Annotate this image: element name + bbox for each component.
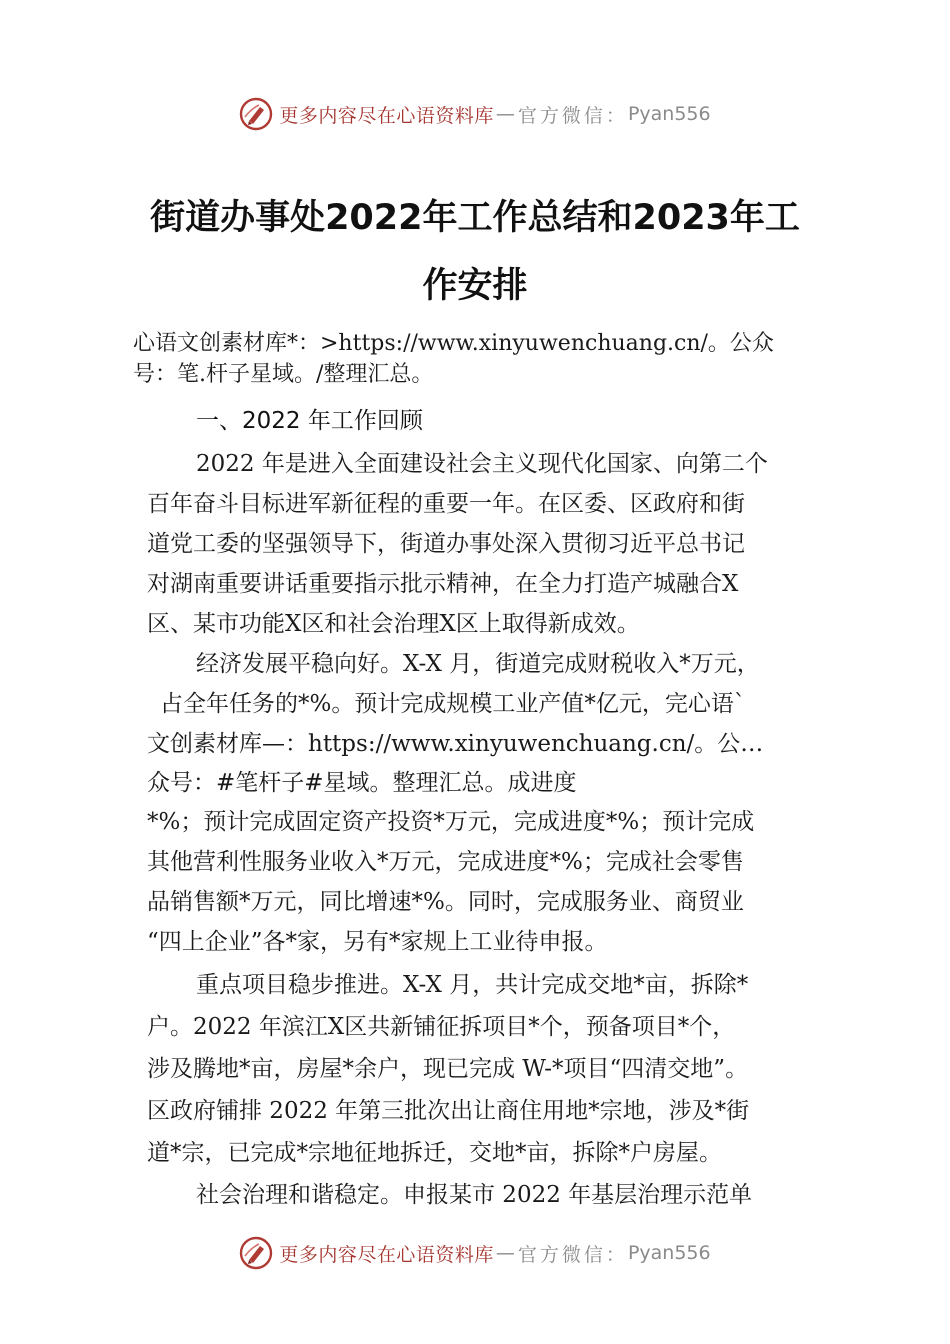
footer-banner [0,1231,950,1275]
paragraph-3-line: 重点项目稳步推进。X-X 月，共计完成交地*亩，拆除* [196,972,749,998]
banner-wechat-id: Pyan556 [627,1242,711,1264]
paragraph-3-line: 道*宗，已完成*宗地征地拆迁，交地*亩，拆除*户房屋。 [147,1140,722,1166]
banner-wechat-label: 官方微信： [517,104,628,127]
document-title-line-2: 作安排 [422,266,528,306]
paragraph-2-line: 占全年任务的*%。预计完成规模工业产值*亿元，完心语` [160,691,746,717]
paragraph-2-line: “四上企业”各*家，另有*家规上工业待申报。 [147,929,608,955]
banner-wechat-label: 官方微信： [517,1243,628,1266]
paragraph-1-line: 百年奋斗目标进军新征程的重要一年。在区委、区政府和街 [147,491,745,517]
paragraph-2-line: 经济发展平稳向好。X-X 月，街道完成财税收入*万元， [196,651,760,677]
banner-separator: — [495,103,516,125]
paragraph-4-line: 社会治理和谐稳定。申报某市 2022 年基层治理示范单 [196,1182,753,1208]
banner-main-text: 更多内容尽在心语资料库 [279,1243,494,1266]
banner-separator: — [495,1242,516,1264]
document-title-line-1: 街道办事处2022年工作总结和2023年工 [150,198,800,238]
paragraph-1-line: 2022 年是进入全面建设社会主义现代化国家、向第二个 [196,451,768,477]
paragraph-2-line: 其他营利性服务业收入*万元，完成进度*%；完成社会零售 [147,849,744,875]
source-note-line-1: 心语文创素材库*：>https://www.xinyuwenchuang.cn/。公众 [133,331,774,356]
paragraph-2-line: 品销售额*万元，同比增速*%。同时，完成服务业、商贸业 [147,889,744,915]
section-heading: 一、2022 年工作回顾 [196,408,423,434]
paragraph-1-line: 区、某市功能X区和社会治理X区上取得新成效。 [147,611,640,637]
pen-logo-icon [239,97,273,131]
source-note-line-2: 号：笔.杆子星域。/整理汇总。 [133,362,434,387]
paragraph-3-line: 区政府铺排 2022 年第三批次出让商住用地*宗地，涉及*街 [147,1098,750,1124]
header-banner [0,92,950,136]
paragraph-2-line: 众号：#笔杆子#星域。整理汇总。成进度 [147,770,577,796]
paragraph-3-line: 户。2022 年滨江X区共新铺征拆项目*个，预备项目*个， [147,1014,736,1040]
banner-main-text: 更多内容尽在心语资料库 [279,104,494,127]
paragraph-2-line: *%；预计完成固定资产投资*万元，完成进度*%；预计完成 [147,809,755,835]
paragraph-3-line: 涉及腾地*亩，房屋*余户，现已完成 W-*项目“四清交地”。 [147,1056,749,1082]
paragraph-1-line: 道党工委的坚强领导下，街道办事处深入贯彻习近平总书记 [147,531,745,557]
banner-wechat-id: Pyan556 [627,103,711,125]
pen-logo-icon [239,1236,273,1270]
paragraph-2-line: 文创素材库—：https://www.xinyuwenchuang.cn/。公… [147,731,764,757]
paragraph-1-line: 对湖南重要讲话重要指示批示精神，在全力打造产城融合X [147,571,739,597]
